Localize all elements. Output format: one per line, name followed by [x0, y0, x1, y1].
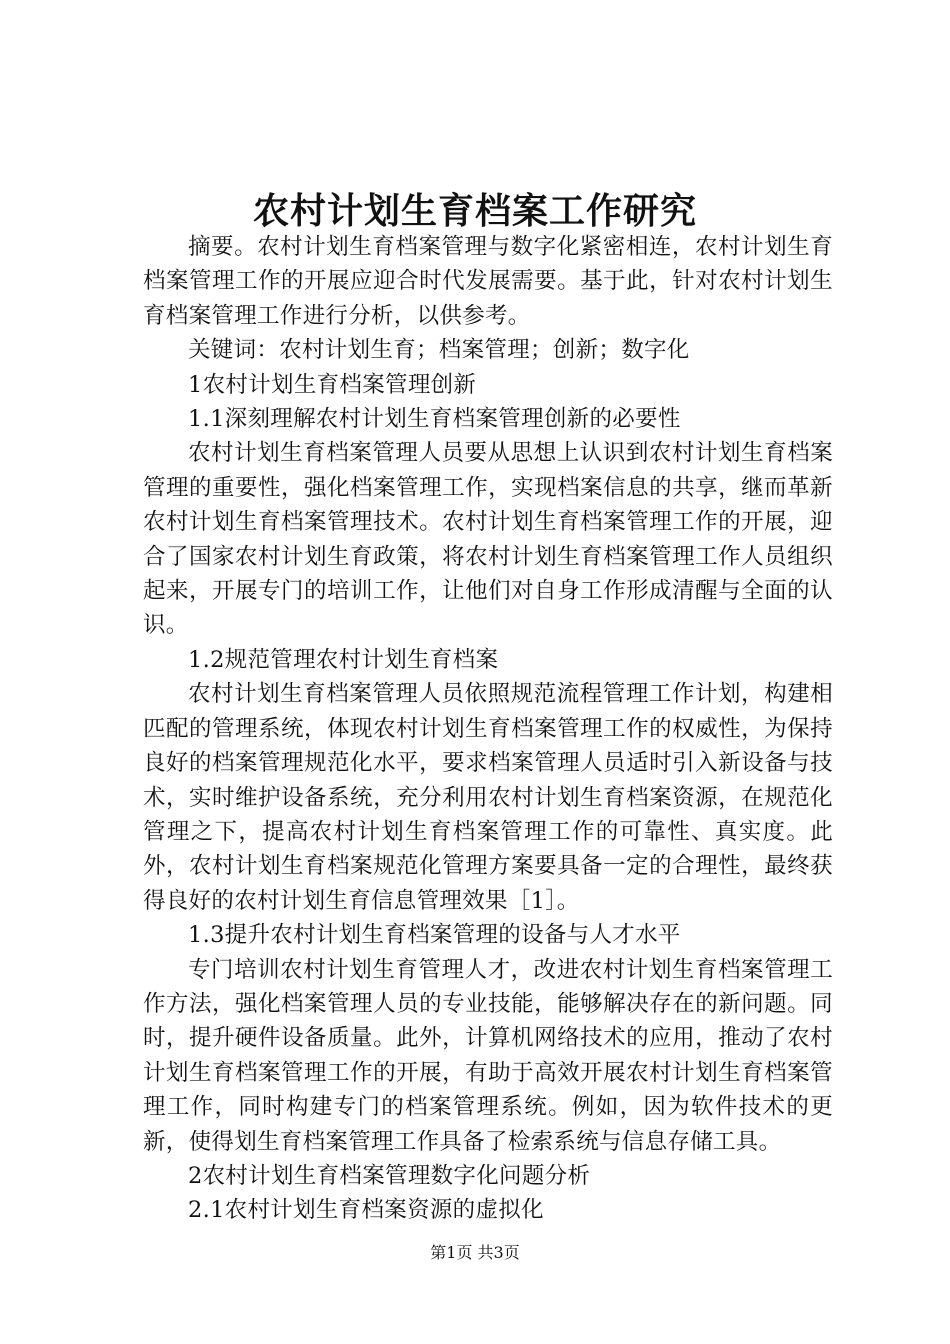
subsection-heading-1-1: 1.1深刻理解农村计划生育档案管理创新的必要性 — [188, 406, 681, 433]
abstract-paragraph: 摘要。农村计划生育档案管理与数字化紧密相连，农村计划生育档案管理工作的开展应迎合时代发展需要。基于此，针对农村计划生育档案管理工作进行分析，以供参考。 — [143, 234, 833, 329]
body-paragraph: 农村计划生育档案管理人员要从思想上认识到农村计划生育档案管理的重要性，强化档案管理工作，实现档案信息的共享，继而革新农村计划生育档案管理技术。农村计划生育档案管理工作的开展，迎合了国家农村计划生育政策，将农村计划生育档案管理工作人员组织起来，开展专门的培训工作，让他们对自身工作形成清醒与全面的认识。 — [143, 440, 833, 639]
keywords-line: 关键词：农村计划生育；档案管理；创新；数字化 — [188, 337, 690, 364]
section-heading-1: 1农村计划生育档案管理创新 — [188, 371, 477, 398]
subsection-heading-1-3: 1.3提升农村计划生育档案管理的设备与人才水平 — [188, 922, 681, 949]
document-body — [143, 230, 833, 1228]
document-title: 农村计划生育档案工作研究 — [252, 190, 697, 232]
subsection-heading-2-1: 2.1农村计划生育档案资源的虚拟化 — [188, 1197, 544, 1224]
body-paragraph: 农村计划生育档案管理人员依照规范流程管理工作计划，构建相匹配的管理系统，体现农村计划生育档案管理工作的权威性，为保持良好的档案管理规范化水平，要求档案管理人员适时引入新设备与技术，实时维护设备系统，充分利用农村计划生育档案资源，在规范化管理之下，提高农村计划生育档案管理工作的可靠性、真实度。此外，农村计划生育档案规范化管理方案要具备一定的合理性，最终获得良好的农村计划生育信息管理效果［1］。 — [143, 681, 833, 914]
section-heading-2: 2农村计划生育档案管理数字化问题分析 — [188, 1162, 591, 1189]
subsection-heading-1-2: 1.2规范管理农村计划生育档案 — [188, 646, 499, 673]
page-footer: 第1页 共3页 — [430, 1243, 520, 1262]
body-paragraph: 专门培训农村计划生育管理人才，改进农村计划生育档案管理工作方法，强化档案管理人员的专业技能，能够解决存在的新问题。同时，提升硬件设备质量。此外，计算机网络技术的应用，推动了农村计划生育档案管理工作的开展，有助于高效开展农村计划生育档案管理工作，同时构建专门的档案管理系统。例如，因为软件技术的更新，使得划生育档案管理工作具备了检索系统与信息存储工具。 — [143, 956, 833, 1155]
